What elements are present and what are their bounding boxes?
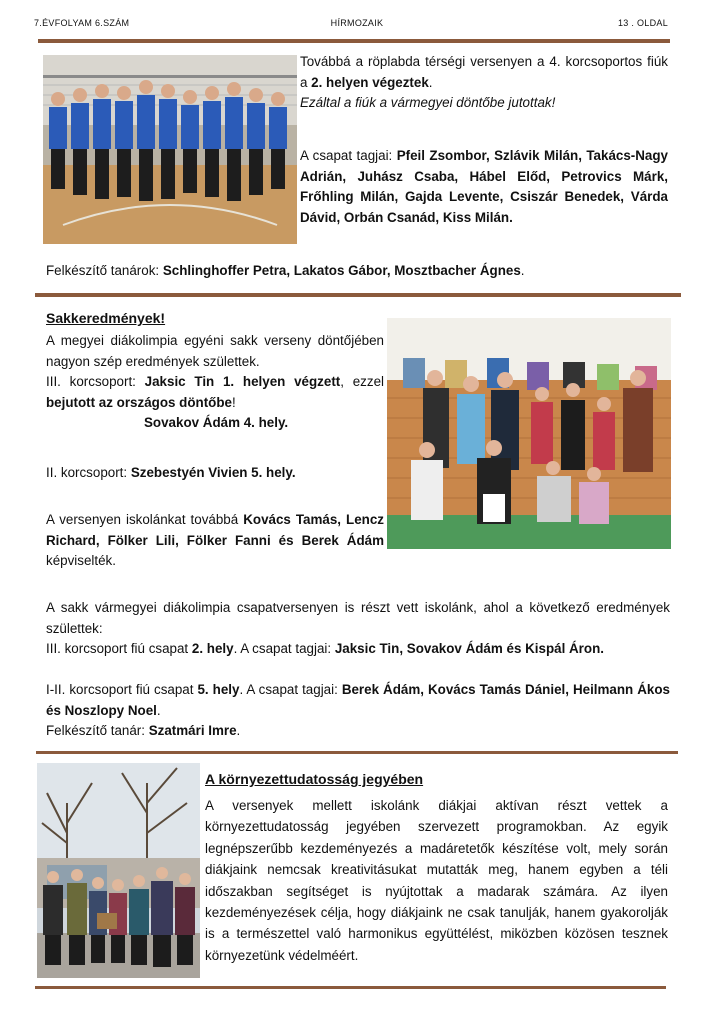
chess-heading: Sakkeredmények! bbox=[46, 310, 166, 326]
chess-players-photo bbox=[387, 318, 671, 549]
chess-team-junior: I-II. korcsoport fiú csapat 5. hely. A csapat tagjai: Berek Ádám, Kovács Tamás Dániel, Heilmann Ákos és Noszlopy Noel. Felkészítő tanár: Szatmári Imre. bbox=[46, 682, 670, 739]
sovakov-result: Sovakov Ádám 4. hely. bbox=[144, 415, 289, 431]
volleyball-teachers: Felkészítő tanárok: Schlinghoffer Petra, Lakatos Gábor, Mosztbacher Ágnes. bbox=[46, 263, 525, 278]
volume-issue-label: 7.ÉVFOLYAM 6.SZÁM bbox=[34, 18, 130, 28]
bird-feeder-group-photo bbox=[37, 763, 200, 978]
environment-heading: A környezettudatosság jegyében bbox=[205, 771, 424, 787]
volleyball-team-members: A csapat tagjai: Pfeil Zsombor, Szlávik Milán, Takács-Nagy Adrián, Juhász Csaba, Hábel Előd, Petrovics Márk, Frőhling Milán, Gajda Levente, Csiszár Benedek, Várda Dávid, Orbán Csanád, Kiss Milán. bbox=[300, 148, 668, 225]
chess-individual-results: A megyei diákolimpia egyéni sakk verseny döntőjében nagyon szép eredmények születtek. III. korcsoport: Jaksic Tin 1. helyen végzett, ezzel bejutott az országos döntőbe! Sovakov Ádám 4. hely. bbox=[46, 331, 384, 434]
page-number: 13 . OLDAL bbox=[617, 18, 668, 28]
header-divider bbox=[38, 39, 670, 43]
volleyball-result-text: Továbbá a röplabda térségi versenyen a 4. korcsoportos fiúk a 2. helyen végeztek. Ezáltal a fiúk a vármegyei döntőbe jutottak! bbox=[300, 54, 668, 111]
volleyball-team-photo bbox=[43, 55, 297, 244]
chess-group2-result: II. korcsoport: Szebestyén Vivien 5. hely. bbox=[46, 465, 296, 480]
chess-team-competition: A sakk vármegyei diákolimpia csapatversenyen is részt vett iskolánk, ahol a következő eredmények születtek: III. korcsoport fiú csapat 2. hely. A csapat tagjai: Jaksic Tin, Sovakov Ádám és Kispál Áron. bbox=[46, 600, 670, 657]
footer-divider bbox=[35, 986, 666, 989]
section-divider bbox=[35, 293, 681, 297]
volleyball-qualified-note: Ezáltal a fiúk a vármegyei döntőbe jutottak! bbox=[300, 95, 556, 111]
chess-representatives: A versenyen iskolánkat továbbá Kovács Tamás, Lencz Richard, Fölker Lili, Fölker Fanni és Berek Ádám képviselték. bbox=[46, 512, 384, 569]
section-divider-2 bbox=[36, 751, 678, 754]
environment-body-text: A versenyek mellett iskolánk diákjai aktívan részt vettek a környezettudatosság jegyében szervezett programokban. Az egyik legnépszerűbb kezdeményezés a madáretetők készítése volt, mely során diákjaink nemcsak kreativitásukat mutatták meg, hanem egyben a téli időszakban segítséget is nyújtottak a madarak számára. Az ilyen kezdeményezések célja, hogy diákjaink ne csak tanulják, hanem gyakorolják is a természettel való harmonikus együttélést, miközben közösen tesznek környezetünk védelméért. bbox=[205, 798, 668, 963]
newsletter-title: HÍRMOZAIK bbox=[330, 18, 384, 28]
